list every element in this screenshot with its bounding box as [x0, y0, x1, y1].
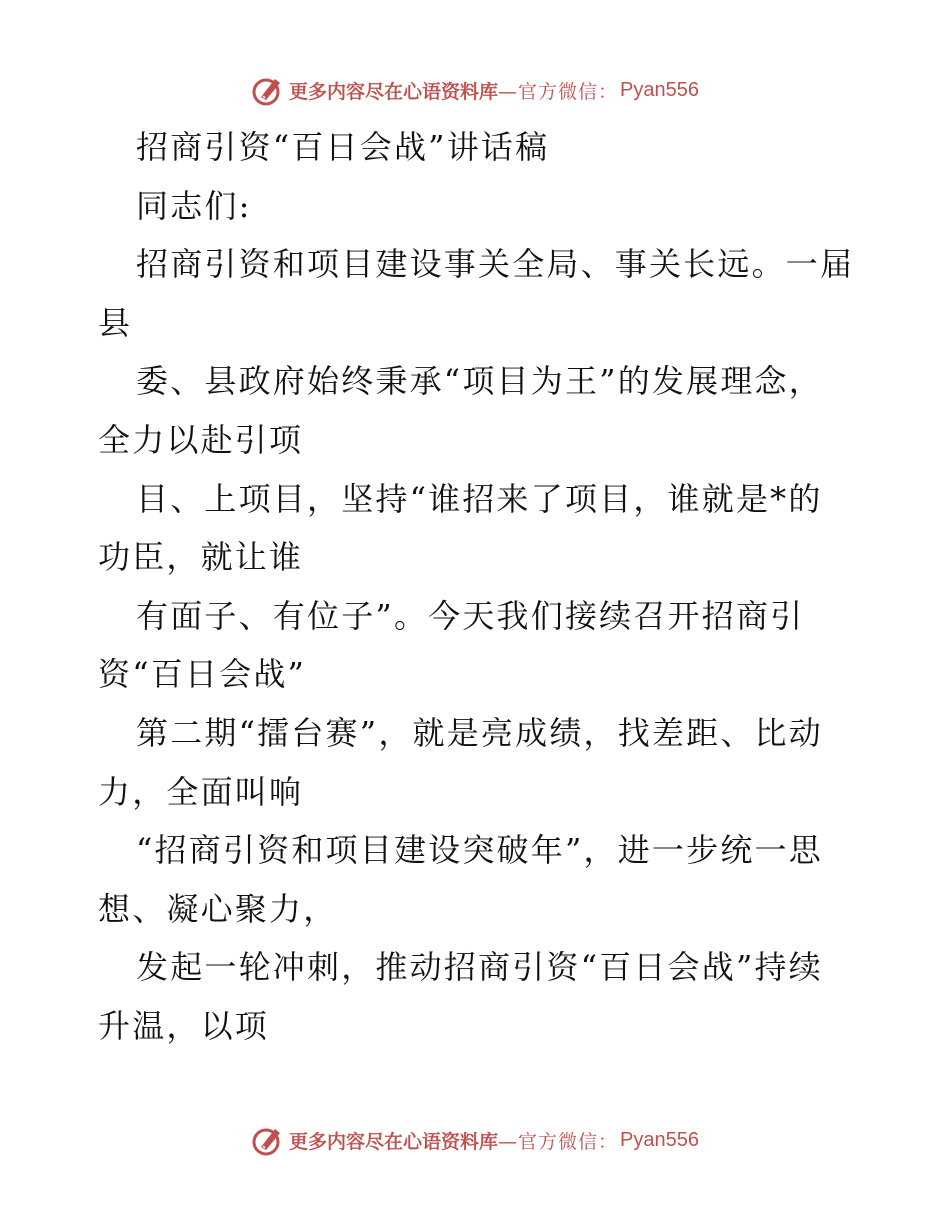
body-text-line: 升温，以项: [98, 1006, 270, 1045]
footer-banner: [0, 1120, 950, 1160]
body-text-line: 发起一轮冲刺，推动招商引资“百日会战”持续: [136, 948, 823, 987]
body-text-line: 县: [98, 303, 133, 342]
body-text-line: 目、上项目，坚持“谁招来了项目，谁就是*的: [136, 479, 823, 518]
body-text-line: 力，全面叫响: [98, 772, 304, 811]
header-banner: [0, 70, 950, 110]
body-text-line: 同志们:: [136, 186, 252, 225]
document-title: 招商引资“百日会战”讲话稿: [136, 128, 550, 166]
banner-official-text: —官方微信：: [498, 80, 619, 103]
body-text-line: 第二期“擂台赛”，就是亮成绩，找差距、比动: [136, 713, 823, 752]
body-text-line: 想、凝心聚力，: [98, 889, 338, 928]
banner-wechat-id: Pyan556: [620, 1128, 699, 1151]
body-text-line: 委、县政府始终秉承“项目为王”的发展理念，: [136, 362, 823, 401]
body-text-line: 有面子、有位子”。今天我们接续召开招商引: [136, 596, 805, 635]
document-body: [98, 118, 858, 1056]
pen-nib-circle-icon: [251, 1123, 285, 1157]
pen-nib-circle-icon: [251, 73, 285, 107]
banner-brand-text: 更多内容尽在心语资料库: [289, 1130, 499, 1153]
banner-wechat-id: Pyan556: [620, 78, 699, 101]
banner-brand-text: 更多内容尽在心语资料库: [289, 80, 499, 103]
body-text-line: “招商引资和项目建设突破年”，进一步统一思: [136, 831, 823, 870]
body-text-line: 招商引资和项目建设事关全局、事关长远。一届: [136, 245, 855, 284]
banner-official-text: —官方微信：: [498, 1130, 619, 1153]
body-text-line: 资“百日会战”: [98, 655, 307, 694]
body-text-line: 功臣，就让谁: [98, 538, 304, 577]
body-text-line: 全力以赴引项: [98, 420, 304, 459]
